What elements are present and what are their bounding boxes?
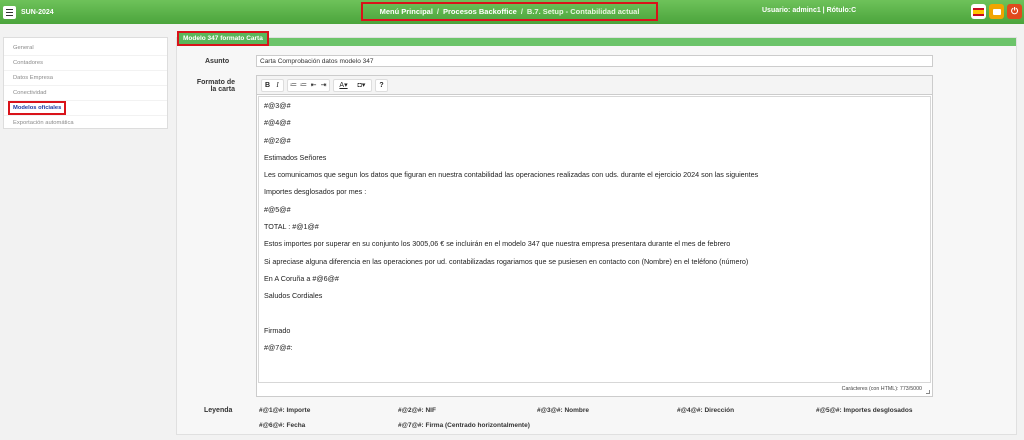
ordered-list-icon[interactable]: ≔: [290, 81, 297, 89]
letter-editor: [256, 75, 933, 397]
breadcrumb-backoffice[interactable]: Procesos Backoffice: [443, 7, 517, 16]
indent-icon[interactable]: ⇥: [320, 81, 327, 89]
format-group: [261, 79, 284, 92]
legend-item: #@7@#: Firma (Centrado horizontalmente): [398, 422, 530, 429]
hamburger-menu-icon[interactable]: [3, 6, 16, 19]
editor-line: En A Coruña a #@6@#: [264, 273, 339, 283]
resize-handle-icon[interactable]: [926, 390, 930, 394]
character-count: Carácteres (con HTML): 773/5000: [841, 386, 922, 392]
breadcrumb-separator: /: [520, 7, 523, 16]
bold-button[interactable]: B: [264, 81, 271, 89]
editor-content[interactable]: [258, 96, 931, 383]
color-group: [333, 79, 372, 92]
sidebar-item-datos-empresa[interactable]: [4, 71, 167, 86]
legend-item: #@1@#: Importe: [259, 407, 311, 414]
formato-label-line: la carta: [210, 86, 235, 93]
background-color-button[interactable]: ◘▾: [357, 81, 366, 89]
sidebar-item-label: Conectividad: [13, 90, 47, 96]
formato-label-line: Formato de: [196, 79, 235, 86]
editor-line: #@5@#: [264, 204, 291, 214]
editor-line: [264, 305, 930, 322]
editor-line: Les comunicamos que segun los datos que figuran en nuestra contabilidad las operaciones realizadas con uds. durante el ejercicio 2024 son las siguientes: [264, 170, 759, 180]
breadcrumb: [361, 2, 658, 21]
top-icons: [971, 4, 1022, 19]
sidebar-item-label: Datos Empresa: [13, 75, 53, 81]
print-icon[interactable]: [989, 4, 1004, 19]
editor-toolbar: [257, 76, 932, 95]
app-title: SUN-2024: [21, 8, 54, 16]
editor-line: Saludos Cordiales: [264, 291, 323, 301]
editor-line: #@3@#: [264, 101, 291, 110]
editor-line: Estos importes por superar en su conjunto los 3005,06 € se incluirán en el modelo 347 que nuestra empresa presentara durante el mes de febrero: [264, 239, 731, 249]
leyenda-label: Leyenda: [204, 407, 233, 414]
legend-item: #@5@#: Importes desglosados: [816, 407, 913, 414]
editor-line: TOTAL : #@1@#: [264, 222, 319, 232]
sidebar-item-general[interactable]: [4, 41, 167, 56]
editor-line: #@2@#: [264, 135, 291, 145]
sidebar-item-conectividad[interactable]: [4, 86, 167, 101]
legend-item: #@2@#: NIF: [398, 407, 436, 414]
sidebar-item-label: Contadores: [13, 60, 43, 66]
editor-line: #@7@#:: [264, 343, 293, 353]
sidebar-item-label: Exportación automática: [13, 120, 74, 126]
help-group: [375, 79, 388, 92]
editor-line: Estimados Señores: [264, 152, 327, 162]
list-group: [287, 79, 330, 92]
editor-line: Importes desglosados por mes :: [264, 187, 367, 197]
help-button[interactable]: ?: [379, 81, 384, 89]
unordered-list-icon[interactable]: ≔: [300, 81, 307, 89]
sidebar-item-modelos-oficiales[interactable]: [4, 101, 167, 116]
asunto-label: Asunto: [205, 58, 230, 65]
formato-label: [190, 79, 235, 93]
panel-header: [177, 35, 1016, 46]
sidebar-item-exportacion-automatica[interactable]: [4, 116, 167, 131]
asunto-input[interactable]: [256, 55, 933, 67]
editor-line: Firmado: [264, 325, 291, 335]
legend-item: #@3@#: Nombre: [537, 407, 590, 414]
user-info: Usuario: adminc1 | Rótulo:C: [762, 7, 857, 14]
legend-item: #@6@#: Fecha: [259, 422, 306, 429]
sidebar-item-label: General: [13, 45, 34, 51]
breadcrumb-separator: /: [436, 7, 440, 16]
spain-flag-icon[interactable]: [971, 4, 986, 19]
breadcrumb-current: B.7. Setup - Contabilidad actual: [526, 7, 640, 16]
text-color-button[interactable]: A▾: [339, 81, 348, 89]
sidebar-item-contadores[interactable]: [4, 56, 167, 71]
italic-button[interactable]: I: [276, 80, 279, 89]
outdent-icon[interactable]: ⇤: [310, 81, 317, 89]
sidebar: [3, 37, 168, 129]
top-bar: [0, 0, 1024, 24]
legend-item: #@4@#: Dirección: [677, 407, 735, 414]
panel-title: Modelo 347 formato Carta: [177, 31, 269, 46]
power-icon[interactable]: ⏻: [1007, 4, 1022, 19]
editor-line: Si apreciase alguna diferencia en las operaciones por ud. contabilizadas rogariamos que se pusiesen en contacto con (Nombre) en el teléfono (número): [264, 256, 749, 266]
breadcrumb-main-menu[interactable]: Menú Principal: [379, 7, 433, 16]
editor-line: #@4@#: [264, 118, 291, 128]
sidebar-item-label: Modelos oficiales: [8, 101, 66, 115]
